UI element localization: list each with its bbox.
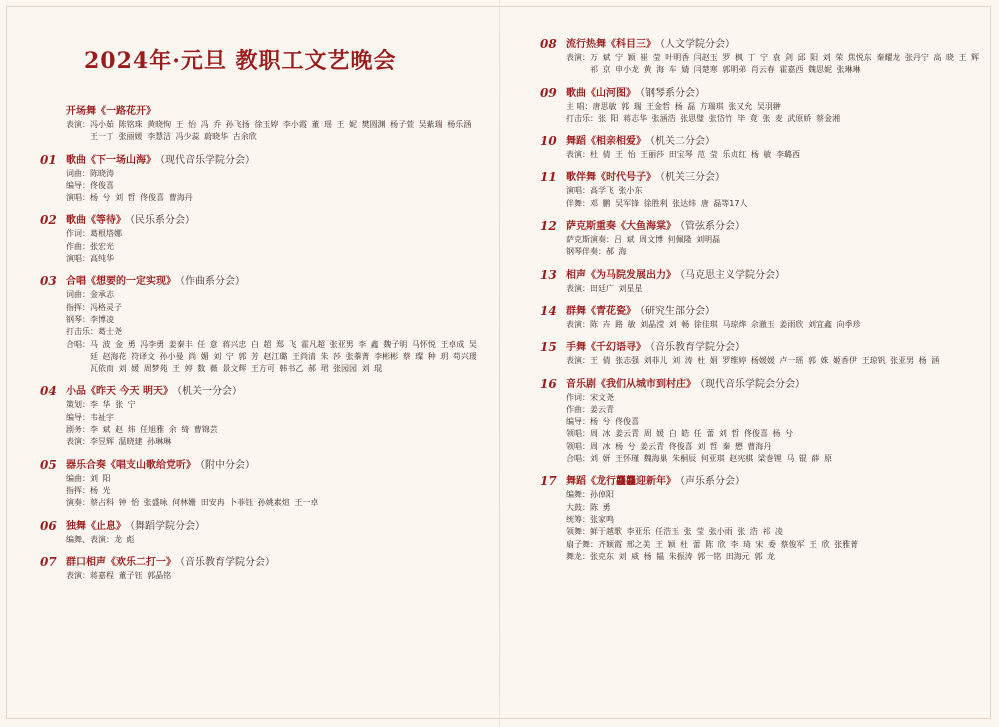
program-number: 02 [40,213,57,228]
credit-names: 杨 兮 刘 哲 佟俊喜 曹海丹 [90,193,193,203]
credit-label: 领唱： [566,429,590,439]
program-heading [566,268,980,283]
program-number: 15 [540,340,557,355]
program-number: 07 [40,554,57,569]
program-heading [566,134,980,149]
program-unit: （人文学院分会） [660,39,735,50]
credit-label: 编舞： [566,490,590,500]
credit-label: 作曲： [566,404,590,414]
credit-label: 打击乐： [566,113,598,123]
credit-label: 领舞： [566,527,590,537]
program-item [40,153,480,205]
program-number: 10 [540,134,557,149]
program-heading [66,555,480,570]
program-number: 04 [40,384,57,399]
program-unit: （音乐教育学院分会） [180,556,275,568]
credit-label: 作曲： [66,241,90,251]
program-title: 合唱《想要的一定实现》 [66,276,176,288]
credit-names: 杨 兮 佟俊喜 [590,417,640,427]
program-number: 16 [540,376,557,391]
credit-label: 演唱： [66,193,90,203]
program-title: 萨克斯重奏《大鱼海棠》 [566,221,676,233]
credit-names: 葛士尧 [98,327,122,337]
program-heading [566,219,980,234]
credit-row [66,399,480,411]
program-heading [566,170,980,185]
program-title: 歌曲《下一场山海》 [66,154,156,166]
program-number: 17 [540,474,557,489]
program-item [540,377,980,466]
program-heading [66,104,480,119]
credit-row [566,355,980,367]
program-heading [66,153,480,168]
credit-names: 李 斌 赵 炜 任旭雅 余 绮 曹锦芸 [90,425,218,435]
credit-label: 表演： [566,319,590,329]
credit-row [566,502,980,514]
program-number: 12 [540,219,557,234]
program-unit: （机关一分会） [176,386,242,398]
program-number: 09 [540,85,557,100]
credit-label: 合唱： [566,454,590,464]
credit-names: 唐思敏 郭 瑞 王金哲 杨 磊 方瑞琪 张又允 吴羽翀 [592,101,781,111]
credit-label: 作词： [66,229,90,239]
credit-label: 演奏： [66,498,90,508]
credit-row [66,314,480,326]
program-heading [566,86,980,101]
credit-row [566,551,980,563]
program-number: 13 [540,267,557,282]
credit-row [66,253,480,265]
credit-row [66,339,480,376]
credit-row [66,119,480,144]
program-heading [66,213,480,228]
credit-row [566,52,980,77]
credit-label: 表演： [566,283,590,293]
program-title: 舞蹈《龙行龘龘迎新年》 [566,476,676,488]
credit-row [66,241,480,253]
credit-label: 萨克斯演奏： [566,235,614,245]
program-title: 群口相声《欢乐二打一》 [66,556,176,568]
program-item [40,213,480,265]
credit-label: 表演： [566,150,590,160]
credit-names: 周 冰 杨 兮 姜云青 佟俊喜 刘 哲 秦 懋 曹海丹 [590,441,772,451]
program-unit: （现代音乐学院分会） [160,154,255,166]
program-unit: （民乐系分会） [130,215,195,227]
program-unit: （声乐系分会） [680,476,745,488]
credit-row [566,319,980,331]
program-item [40,555,480,582]
program-title: 独舞《止息》 [66,520,126,532]
credit-names: 陈 卉 路 敏 刘晶滢 刘 畅 徐佳琪 马琼烨 佘澈玉 姜雨欣 刘宜鑫 向季珍 [590,319,861,329]
credit-names: 蔡占科 钟 怡 张盛咏 何林姗 田安冉 卜菲钰 孙姚素煊 王一卓 [90,498,319,508]
credit-label: 编导： [66,180,90,190]
program-number: 11 [540,170,557,185]
credit-row [566,526,980,538]
program-item [540,304,980,331]
program-unit: （马克思主义学院分会） [680,269,785,281]
credit-names: 吕 斌 周文博 何佩隆 刘明磊 [614,235,721,245]
credit-label: 表演： [566,53,590,62]
credit-label: 作词： [566,392,590,402]
credit-row [566,428,980,440]
program-heading [566,37,980,52]
program-heading [566,304,980,319]
credit-row [66,424,480,436]
program-unit: （机关二分会） [650,136,715,148]
program-item [40,274,480,375]
credit-row [566,441,980,453]
program-number: 06 [40,518,57,533]
credit-names: 邓 鹏 吴军锋 徐胜利 张达炜 唐 磊等17人 [590,198,748,208]
credit-names: 张 阳 蒋志华 张涵浩 张思璧 张岱竹 毕 竟 张 麦 武原娇 蔡金湘 [598,113,840,123]
credit-row [566,489,980,501]
credit-row [66,436,480,448]
credit-label: 伴舞： [566,198,590,208]
credit-label: 词曲： [66,290,90,300]
credit-names: 刘 阳 [90,473,111,483]
program-item [40,384,480,448]
program-number: 08 [540,37,557,51]
program-unit: （管弦系分会） [680,221,745,233]
credit-row [66,570,480,582]
credit-names: 高纯华 [90,254,114,264]
credit-names: 周 冰 姜云青 周 媛 白 皓 任 蕾 刘 哲 佟俊喜 杨 兮 [590,429,794,439]
credit-names: 田廷广 刘星星 [590,283,643,293]
program-heading [566,474,980,489]
credit-label: 指挥： [66,302,90,312]
program-title: 相声《为马院发展出力》 [566,269,676,281]
credit-names: 冯格灵子 [90,302,122,312]
program-unit: （附中分会） [200,459,255,471]
credit-row [566,234,980,246]
program-title: 舞蹈《相亲相爱》 [566,136,646,148]
credit-row [66,168,480,180]
credit-names: 万 斌 宁 颖 崔 莹 叶明香 闫赵玉 罗 枫 丁 宁 袁 剑 邱 阳 刘 荣 焦悦东 秦耀龙 张丹宁 高 晓 王 辉 祁 京 申小龙 黄 海 车 婧 闫楚寒 郭明弟 肖云春 霍嘉西 魏思妮 张琳琳 [590,53,980,75]
credit-row [566,416,980,428]
credit-row [66,497,480,509]
program-unit: （现代音乐学院会分会） [700,378,805,390]
page-title: 2024年·元旦 教职工文艺晚会 [84,48,397,74]
program-title: 歌伴舞《时代号子》 [566,172,656,184]
page-fold [499,0,500,727]
credit-label: 主 唱： [566,101,593,111]
program-title: 开场舞《一路花开》 [66,106,156,117]
credit-names: 齐颖霞 邢之美 王 颖 杜 蕾 陈 欣 李 琦 宋 委 蔡俊军 王 欣 张雅菁 [598,539,859,549]
credit-label: 扇子舞： [566,539,598,549]
credit-names: 陈晓涛 [90,168,114,178]
program-heading [66,519,480,534]
credit-names: 刘 妍 王怀瑾 魏海巢 朱桐辰 何亚琪 赵宪棋 梁巻锂 马 锟 薛 原 [590,454,832,464]
program-item [40,458,480,510]
credit-names: 冯小茹 陈铭珠 黄晓恂 王 怡 冯 乔 孙飞扬 徐玉婷 李小霞 董 瑶 王 妮 樊圆渊 杨子萱 吴紫瑞 杨乐涵 王一丁 张丽媛 李慧洁 冯少蕊 蔚晓华 古余欣 [90,120,472,142]
program-item [540,219,980,259]
credit-names: 陈 勇 [590,502,611,512]
credit-label: 指挥： [66,485,90,495]
credit-label: 钢琴伴奏： [566,247,606,257]
credit-label: 舞龙： [566,551,590,561]
credit-label: 打击乐： [66,327,98,337]
program-heading [66,458,480,473]
credit-names: 高学飞 张小东 [590,186,643,196]
credit-names: 葛根塔娜 [90,229,122,239]
credit-row [566,149,980,161]
credit-row [66,534,480,546]
program-title: 流行热舞《科目三》 [566,39,656,50]
credit-row [566,404,980,416]
credit-names: 韦祉宇 [90,412,114,422]
credit-names: 张克东 刘 威 杨 韫 朱振涛 郭一铭 田海元 郭 龙 [590,551,775,561]
program-unit: （钢琴系分会） [640,87,705,99]
program-item [540,37,980,77]
credit-row [566,514,980,526]
credit-row [66,326,480,338]
program-number: 01 [40,152,57,167]
credit-label: 表演： [66,437,90,447]
credit-names: 宋文尧 [590,392,614,402]
program-unit: （舞蹈学院分会） [130,520,205,532]
program-item [540,170,980,210]
program-item [540,340,980,367]
credit-label: 统筹： [566,514,590,524]
program-title: 歌曲《山河图》 [566,87,636,99]
credit-label: 合唱： [66,339,90,349]
credit-names: 李博凌 [90,314,114,324]
program-heading [66,274,480,289]
credit-label: 大鼓： [566,502,590,512]
program-title: 器乐合奏《唱支山歌给党听》 [66,459,196,471]
credit-label: 编导： [66,412,90,422]
credit-label: 策划： [66,400,90,410]
credit-label: 词曲： [66,168,90,178]
credit-names: 杨 光 [90,485,111,495]
program-number: 03 [40,274,57,289]
program-number: 14 [540,303,557,318]
credit-names: 杜 倩 王 怡 王丽莎 田宝琴 范 莹 乐贞红 杨 敏 李璐西 [590,150,800,160]
program-unit: （作曲系分会） [180,276,245,288]
credit-label: 编曲： [66,473,90,483]
program-item [40,519,480,546]
credit-row [566,185,980,197]
program-heading [566,340,980,355]
program-title: 手舞《千幻语寻》 [566,342,646,354]
program-title: 群舞《青花瓷》 [566,305,636,317]
credit-row [566,246,980,258]
program-item [540,86,980,126]
credit-names: 佟俊喜 [90,180,114,190]
program-heading [566,377,980,392]
credit-row [566,392,980,404]
program-title: 音乐剧《我们从城市到村庄》 [566,378,696,390]
program-unit: （研究生部分会） [640,305,715,317]
credit-label: 钢琴： [66,314,90,324]
credit-names: 鲜于越歌 李亚乐 任浩玉 张 莹 张小雨 张 浩 祁 凌 [590,527,783,537]
credit-label: 表演： [566,356,590,366]
credit-row [66,302,480,314]
credit-names: 李昱辉 温晓建 孙琳琳 [90,437,172,447]
program-item [40,104,480,144]
credit-label: 领唱： [566,441,590,451]
program-column-left [40,104,480,582]
credit-row [66,473,480,485]
credit-names: 王 倩 张志强 刘菲儿 刘 涛 杜 娟 罗维婷 杨媛媛 卢一瑶 郭 姝 姬香伊 王琼钒 张亚男 杨 涵 [590,356,940,366]
credit-label: 表演： [66,570,90,580]
credit-names: 张宏光 [90,241,114,251]
program-column-right [540,37,980,563]
credit-label: 编导： [566,417,590,427]
program-heading [66,384,480,399]
program-title: 小品《昨天 今天 明天》 [66,386,173,398]
program-number: 05 [40,457,57,472]
credit-label: 演唱： [566,186,590,196]
credit-row [66,485,480,497]
credit-row [566,101,980,113]
credit-names: 张家鸣 [590,514,614,524]
credit-row [66,412,480,424]
credit-names: 金承志 [90,290,114,300]
program-item [540,134,980,161]
credit-label: 剧务： [66,425,90,435]
credit-row [66,228,480,240]
credit-names: 龙 彪 [114,534,135,544]
credit-names: 孙倬阳 [590,490,614,500]
credit-names: 马 波 金 勇 冯李勇 姜秦丰 任 意 蒋兴忠 白 超 郑 飞 霍凡超 张亚男 李 鑫 魏子明 马怀悦 王卓成 吴 廷 赵海花 符译文 孙小曼 尚 媚 刘 宁 郭 芳 赵江璐 王尚清 朱 莎 张蓁菁 李彬彬 蔡 璨 种 玥 苟兴瑗 瓦依而 刘 媛 周梦苑 王 婷 数 薇 景文辉 王方可 韩书乙 郝 珺 张园园 刘 琨 [90,339,477,374]
program-item [540,474,980,563]
program-unit: （音乐教育学院分会） [650,342,745,354]
credit-row [66,192,480,204]
credit-names: 李 华 张 宁 [90,400,136,410]
credit-row [566,453,980,465]
credit-names: 蒋嘉程 董子钰 郭晶铭 [90,570,172,580]
credit-row [566,283,980,295]
credit-label: 表演： [66,120,90,129]
credit-label: 演唱： [66,254,90,264]
credit-names: 郝 海 [606,247,627,257]
credit-label: 编舞、表演： [66,534,114,544]
credit-row [566,198,980,210]
credit-names: 姜云青 [590,404,614,414]
credit-row [566,113,980,125]
program-title: 歌曲《等待》 [66,215,126,227]
program-unit: （机关三分会） [660,172,725,184]
credit-row [66,180,480,192]
credit-row [66,289,480,301]
credit-row [566,539,980,551]
program-item [540,268,980,295]
